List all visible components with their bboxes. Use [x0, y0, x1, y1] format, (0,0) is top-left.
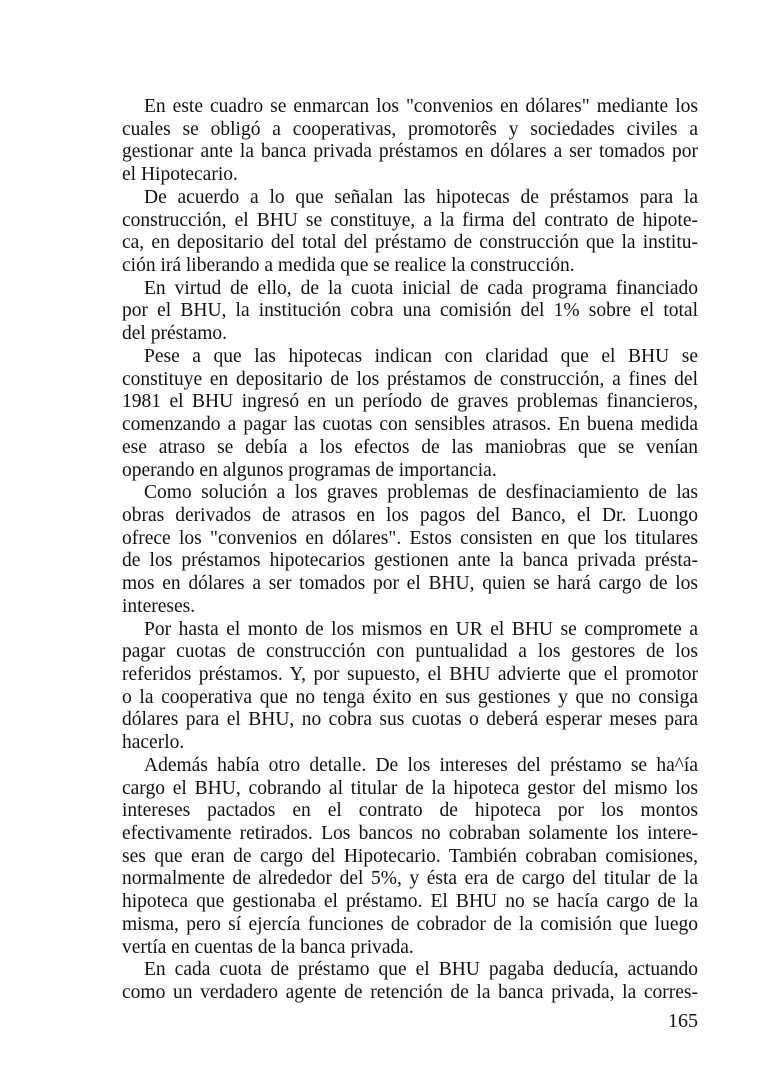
text-line: comenzando a pagar las cuotas con sensibles atrasos. En buena medida	[122, 414, 698, 436]
text-line: operando en algunos programas de importancia.	[122, 459, 497, 481]
text-line: gestionar ante la banca privada préstamos en dólares a ser tomados por	[122, 141, 698, 163]
page-number: 165	[668, 1010, 698, 1032]
paragraph	[122, 959, 698, 1004]
text-line: 1981 el BHU ingresó en un período de graves problemas financieros,	[122, 391, 698, 413]
text-line: intereses pactados en el contrato de hipoteca por los montos	[122, 800, 698, 822]
text-line: por el BHU, la institución cobra una comisión del 1% sobre el total	[122, 300, 698, 322]
paragraph	[122, 482, 698, 618]
text-line: del préstamo.	[122, 323, 228, 345]
text-line: En este cuadro se enmarcan los "convenios en dólares" mediante los	[144, 96, 698, 117]
text-line: referidos préstamos. Y, por supuesto, el BHU advierte que el promotor	[122, 663, 698, 685]
text-line: mos en dólares a ser tomados por el BHU, quien se hará cargo de los	[122, 573, 698, 595]
text-line: obras derivados de atrasos en los pagos del Banco, el Dr. Luongo	[122, 504, 698, 526]
paragraph	[122, 755, 698, 959]
text-line: construcción, el BHU se constituye, a la firma del contrato de hipote-	[122, 209, 698, 231]
text-line: ción irá liberando a medida que se realice la construcción.	[122, 255, 575, 277]
text-line: el Hipotecario.	[122, 164, 238, 186]
text-line: cargo el BHU, cobrando al titular de la hipoteca gestor del mismo los	[122, 777, 698, 799]
text-line: pagar cuotas de construcción con puntualidad a los gestores de los	[122, 641, 698, 663]
paragraph	[122, 96, 698, 187]
text-line: En cada cuota de préstamo que el BHU pagaba deducía, actuando	[144, 959, 698, 981]
text-line: efectivamente retirados. Los bancos no cobraban solamente los intere-	[122, 823, 698, 844]
text-line: vertía en cuentas de la banca privada.	[122, 936, 414, 958]
text-line: como un verdadero agente de retención de la banca privada, la corres-	[122, 982, 698, 1004]
text-line: ese atraso se debía a los efectos de las maniobras que se venían	[122, 436, 698, 458]
text-line: ses que eran de cargo del Hipotecario. También cobraban comisiones,	[122, 845, 698, 867]
text-line: Además había otro detalle. De los intereses del préstamo se ha^ía	[144, 754, 698, 776]
text-line: dólares para el BHU, no cobra sus cuotas o deberá esperar meses para	[122, 709, 698, 731]
text-line: hipoteca que gestionaba el préstamo. El BHU no se hacía cargo de la	[122, 891, 698, 913]
text-line: cuales se obligó a cooperativas, promotorês y sociedades civiles a	[122, 118, 698, 140]
text-line: constituye en depositario de los préstamos de construcción, a fines del	[122, 368, 698, 390]
text-line: Pese a que las hipotecas indican con claridad que el BHU se	[144, 345, 698, 367]
text-line: normalmente de alrededor del 5%, y ésta era de cargo del titular de la	[122, 868, 698, 890]
text-line: De acuerdo a lo que señalan las hipotecas de préstamos para la	[144, 186, 698, 208]
text-line: o la cooperativa que no tenga éxito en sus gestiones y que no consiga	[122, 686, 698, 708]
paragraph	[122, 187, 698, 278]
text-line: Como solución a los graves problemas de desfinaciamiento de las	[144, 482, 698, 504]
text-line: En virtud de ello, de la cuota inicial de cada programa financiado	[144, 277, 698, 299]
text-line: intereses.	[122, 595, 196, 617]
text-line: ca, en depositario del total del préstamo de construcción que la institu-	[122, 232, 698, 254]
text-line: de los préstamos hipotecarios gestionen ante la banca privada présta-	[122, 550, 698, 572]
text-line: hacerlo.	[122, 732, 185, 754]
paragraph	[122, 346, 698, 482]
text-line: Por hasta el monto de los mismos en UR el BHU se compromete a	[144, 618, 698, 640]
paragraph	[122, 278, 698, 346]
body-text	[122, 96, 698, 1005]
text-line: misma, pero sí ejercía funciones de cobrador de la comisión que luego	[122, 913, 698, 935]
text-line: ofrece los "convenios en dólares". Estos consisten en que los titulares	[122, 527, 698, 549]
paragraph	[122, 619, 698, 755]
